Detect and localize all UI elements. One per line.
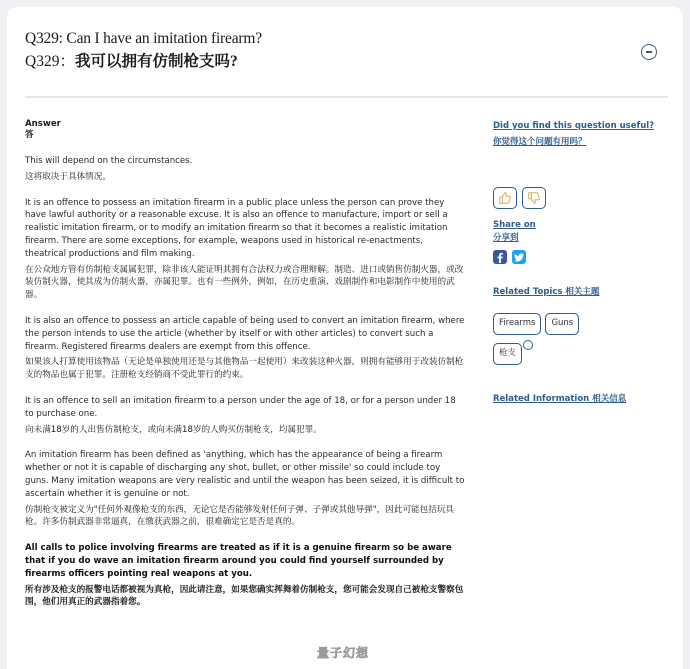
sidebar bbox=[493, 120, 673, 406]
question-header bbox=[25, 29, 665, 72]
share-on-link-zh[interactable]: 分享到 bbox=[493, 233, 519, 243]
question-title-zh bbox=[25, 52, 665, 72]
paragraph-zh: 仿制枪支被定义为"任何外观像枪支的东西，无论它是否能够发射任何子弹、子弹或其他导弹"，因此可能包括玩具枪。许多仿制武器非常逼真，在缴获武器之前，很难确定它是否是真的。 bbox=[25, 504, 455, 528]
answer-paragraph bbox=[25, 395, 465, 436]
twitter-icon[interactable] bbox=[512, 250, 526, 264]
question-title-en: Q329: Can I have an imitation firearm? bbox=[25, 30, 262, 47]
topic-tags bbox=[493, 313, 673, 335]
answer-paragraph bbox=[25, 315, 465, 382]
collapse-minus-circle-icon[interactable] bbox=[641, 44, 657, 60]
paragraph-en: An imitation firearm has been defined as 'anything, which has the appearance of being a firearm whether or not it is capable of discharging any shot, bullet, or other missile' so could include toy guns. Many imitation weapons are very realistic and until the weapon has been seized, it is difficult to ascertain whether it is genuine or not. bbox=[25, 450, 465, 499]
useful-question-link-zh[interactable]: 你觉得这个问题有用吗？ bbox=[493, 137, 587, 147]
answer-section bbox=[25, 119, 465, 609]
related-topics-link[interactable]: Related Topics 相关主题 bbox=[493, 287, 600, 297]
thumbs-up-icon bbox=[498, 191, 512, 205]
faq-card bbox=[7, 7, 683, 669]
paragraph-zh: 在公众地方管有仿制枪支属属犯罪，除非该人能证明其拥有合法权力或合理辩解。制造、进口或销售仿制火器，或改装仿制火器，使其成为仿制火器，亦属犯罪。也有一些例外，例如，在历史重演、戏剧制作和电影制作中使用的武器。 bbox=[25, 264, 464, 301]
watermark-text: 量子幻想 bbox=[317, 646, 370, 660]
twitter-bird-icon bbox=[514, 253, 524, 262]
facebook-icon[interactable] bbox=[493, 250, 507, 264]
answer-paragraph bbox=[25, 197, 465, 302]
topic-tag-qiangzhi[interactable]: 枪支 bbox=[493, 343, 522, 365]
answer-label-zh: 答 bbox=[25, 130, 34, 140]
related-information-link[interactable]: Related Information 相关信息 bbox=[493, 394, 627, 404]
answer-paragraph bbox=[25, 449, 465, 529]
paragraph-zh: 所有涉及枪支的报警电话都被视为真枪，因此请注意，如果您确实挥舞着仿制枪支，您可能会发现自己被枪支警察包围，他们用真正的武器指着您。 bbox=[25, 584, 464, 608]
topic-tags-row2 bbox=[493, 343, 553, 365]
thumbs-up-button[interactable] bbox=[493, 187, 517, 209]
paragraph-en: It is an offence to sell an imitation firearm to a person under the age of 18, or for a person under 18 to purchase one. bbox=[25, 395, 456, 419]
useful-question-link-en[interactable]: Did you find this question useful? bbox=[493, 121, 655, 131]
header-divider bbox=[25, 96, 668, 98]
thumbs-down-icon bbox=[527, 191, 541, 205]
paragraph-zh: 这将取决于具体情况。 bbox=[25, 171, 111, 182]
vote-buttons bbox=[493, 187, 673, 209]
topic-tag-guns[interactable]: Guns bbox=[545, 313, 579, 335]
topic-tag-firearms[interactable]: Firearms bbox=[493, 313, 541, 335]
paragraph-en: It is also an offence to possess an article capable of being used to convert an imitation firearm, where the person intends to use the article (whether by itself or with other articles) to convert such a firearm. Registered firearms dealers are exempt from this offence. bbox=[25, 315, 465, 352]
social-share-buttons bbox=[493, 250, 673, 264]
answer-paragraph-warning bbox=[25, 542, 465, 609]
share-on-link-en[interactable]: Share on bbox=[493, 220, 536, 230]
question-text-zh: 我可以拥有仿制枪支吗? bbox=[74, 53, 238, 70]
answer-label-en: Answer bbox=[25, 119, 61, 129]
paragraph-en: It is an offence to possess an imitation firearm in a public place unless the person can prove they have lawful authority or a reasonable excuse. It is also an offence to manufacture, import or sell a realistic imitation firearm, or to modify an imitation firearm so that it becomes a realistic imitation firearm. There are some exceptions, for example, weapons used in historical re-enactments, theatrical productions and film making. bbox=[25, 197, 448, 259]
tag-indicator-circle-icon bbox=[523, 340, 533, 350]
thumbs-down-button[interactable] bbox=[522, 187, 546, 209]
question-number-zh: Q329： bbox=[25, 53, 75, 70]
paragraph-zh: 向未满18岁的人出售仿制枪支，或向未满18岁的人购买仿制枪支，均属犯罪。 bbox=[25, 424, 322, 435]
paragraph-en: This will depend on the circumstances. bbox=[25, 156, 193, 166]
paragraph-zh: 如果该人打算使用该物品（无论是单独使用还是与其他物品一起使用）来改装这种火器，则拥有能够用于改装仿制枪支的物品也属于犯罪。注册枪支经销商不受此罪行的约束。 bbox=[25, 357, 464, 381]
answer-paragraph bbox=[25, 155, 465, 184]
paragraph-en: All calls to police involving firearms are treated as if it is a genuine firearm so be aware that if you do wave an imitation firearm around you could find yourself surrounded by firearms officers pointing real weapons at you. bbox=[25, 543, 452, 579]
facebook-glyph-icon bbox=[496, 252, 504, 263]
